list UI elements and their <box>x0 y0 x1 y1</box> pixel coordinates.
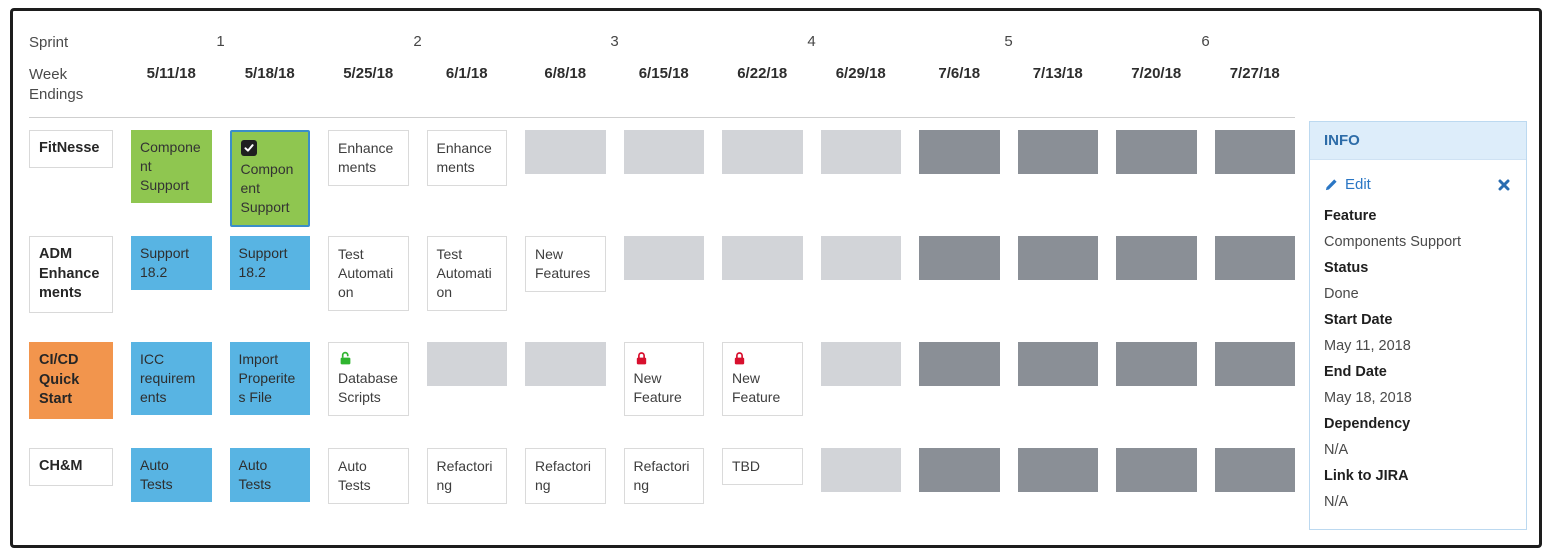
empty-cell-light <box>427 342 508 386</box>
feature-cell-label: Auto Tests <box>338 458 371 493</box>
week-ending-date: 7/6/18 <box>938 65 981 82</box>
feature-cell-label: Refactoring <box>535 458 592 493</box>
sprint-planner-window <box>10 8 1542 548</box>
info-field-value-start-date: May 11, 2018 <box>1324 338 1411 354</box>
info-field-label-end-date: End Date <box>1324 364 1387 380</box>
row-label-ci-cd-quick-start: CI/CD Quick Start <box>29 342 113 419</box>
sprint-number-4: 4 <box>807 33 816 50</box>
empty-cell-light <box>722 130 803 174</box>
week-ending-date: 5/18/18 <box>244 65 295 82</box>
feature-cell-label: Support 18.2 <box>140 245 190 280</box>
empty-cell-light <box>722 236 803 280</box>
feature-cell[interactable] <box>131 342 212 415</box>
info-field-label-status: Status <box>1324 260 1369 276</box>
feature-cell-label: New Feature <box>633 370 682 405</box>
info-panel-title: INFO <box>1310 122 1526 160</box>
feature-cell[interactable] <box>525 236 606 292</box>
info-field-value-dependency: N/A <box>1324 442 1349 458</box>
sprint-row-label: Sprint <box>29 34 69 51</box>
empty-cell-dark <box>919 130 1000 174</box>
feature-cell-label: Enhancements <box>338 140 394 175</box>
empty-cell-dark <box>1215 130 1296 174</box>
empty-cell-dark <box>1215 448 1296 492</box>
sprint-number-5: 5 <box>1004 33 1013 50</box>
feature-cell[interactable] <box>328 448 409 504</box>
empty-cell-dark <box>919 236 1000 280</box>
sprint-number-3: 3 <box>610 33 619 50</box>
empty-cell-dark <box>919 342 1000 386</box>
close-icon[interactable] <box>1496 177 1512 193</box>
info-field-label-feature: Feature <box>1324 208 1377 224</box>
empty-cell-dark <box>1116 448 1197 492</box>
empty-cell-dark <box>1018 448 1099 492</box>
row-label-adm-enhancements: ADM Enhancements <box>29 236 113 313</box>
info-panel <box>1309 121 1527 530</box>
header-separator <box>29 117 1295 118</box>
week-ending-date: 5/11/18 <box>146 65 196 82</box>
empty-cell-light <box>525 130 606 174</box>
feature-cell-label: Test Automation <box>436 246 492 300</box>
feature-cell[interactable] <box>131 130 212 203</box>
feature-cell[interactable] <box>328 236 409 311</box>
feature-cell[interactable] <box>624 448 705 504</box>
empty-cell-light <box>624 130 705 174</box>
feature-cell-label: Enhancements <box>436 140 492 175</box>
week-ending-date: 6/1/18 <box>445 65 488 82</box>
empty-cell-dark <box>1018 130 1099 174</box>
feature-cell[interactable] <box>328 130 409 186</box>
feature-cell[interactable] <box>624 342 705 416</box>
empty-cell-dark <box>1116 342 1197 386</box>
feature-cell-label: TBD <box>732 458 760 474</box>
feature-row-ci-cd-quick-start <box>29 342 1295 448</box>
feature-cell[interactable] <box>427 236 508 311</box>
week-ending-date: 6/22/18 <box>737 65 788 82</box>
feature-cell-label: New Feature <box>732 370 781 405</box>
empty-cell-light <box>821 236 902 280</box>
week-ending-date: 7/20/18 <box>1131 65 1182 82</box>
info-field-value-link-to-jira: N/A <box>1324 494 1349 510</box>
week-endings-label: Week Endings <box>29 66 84 104</box>
feature-cell-label: Component Support <box>240 161 294 215</box>
info-field-value-feature: Components Support <box>1324 234 1462 250</box>
empty-cell-light <box>821 342 902 386</box>
feature-cell[interactable] <box>230 342 311 415</box>
week-ending-date: 6/8/18 <box>544 65 587 82</box>
info-field-label-dependency: Dependency <box>1324 416 1411 432</box>
week-ending-date: 7/27/18 <box>1229 65 1280 82</box>
lock-closed-icon <box>634 351 695 367</box>
sprint-number-1: 1 <box>216 33 225 50</box>
feature-cell-label: Auto Tests <box>238 457 272 492</box>
feature-cell-label: Database Scripts <box>338 370 398 405</box>
feature-cell[interactable] <box>230 236 311 290</box>
empty-cell-dark <box>1116 130 1197 174</box>
empty-cell-light <box>624 236 705 280</box>
feature-cell[interactable] <box>131 448 212 502</box>
feature-row-adm-enhancements <box>29 236 1295 342</box>
empty-cell-light <box>525 342 606 386</box>
empty-cell-dark <box>1018 342 1099 386</box>
feature-cell[interactable] <box>427 448 508 504</box>
feature-cell[interactable] <box>722 448 803 485</box>
empty-cell-light <box>821 448 902 492</box>
info-field-label-link-to-jira: Link to JIRA <box>1324 468 1409 484</box>
feature-cell[interactable] <box>230 448 311 502</box>
empty-cell-dark <box>1116 236 1197 280</box>
lock-closed-icon <box>732 351 793 367</box>
info-field-label-start-date: Start Date <box>1324 312 1393 328</box>
edit-button-label: Edit <box>1345 176 1371 193</box>
info-field-value-end-date: May 18, 2018 <box>1324 390 1412 406</box>
feature-cell-label: Support 18.2 <box>238 245 288 280</box>
feature-cell-label: Import Properites File <box>238 351 296 405</box>
week-ending-date: 7/13/18 <box>1032 65 1083 82</box>
checkbox-checked-icon <box>241 140 257 156</box>
feature-cell-label: Refactoring <box>436 458 493 493</box>
feature-row-ch-m <box>29 448 1295 536</box>
empty-cell-dark <box>1018 236 1099 280</box>
empty-cell-dark <box>1215 342 1296 386</box>
feature-cell[interactable] <box>427 130 508 186</box>
feature-cell-label: Test Automation <box>338 246 394 300</box>
schedule-grid <box>29 25 1295 545</box>
grid-header <box>29 33 1295 130</box>
info-field-value-status: Done <box>1324 286 1359 302</box>
pencil-icon <box>1324 178 1338 192</box>
feature-cell-label: ICC requirements <box>140 351 196 405</box>
feature-cell-label: New Features <box>535 246 591 281</box>
row-label-fitnesse: FitNesse <box>29 130 113 168</box>
empty-cell-dark <box>1215 236 1296 280</box>
sprint-number-2: 2 <box>413 33 422 50</box>
feature-cell-label: Auto Tests <box>140 457 173 492</box>
lock-open-icon <box>338 351 399 367</box>
row-label-ch-m: CH&M <box>29 448 113 486</box>
week-ending-date: 5/25/18 <box>343 65 394 82</box>
sprint-number-6: 6 <box>1201 33 1210 50</box>
feature-cell[interactable] <box>131 236 212 290</box>
empty-cell-dark <box>919 448 1000 492</box>
feature-cell-selected[interactable] <box>230 130 311 227</box>
feature-cell[interactable] <box>525 448 606 504</box>
edit-button[interactable] <box>1324 176 1371 193</box>
feature-cell-label: Component Support <box>140 139 201 193</box>
feature-cell[interactable] <box>328 342 409 416</box>
feature-cell[interactable] <box>722 342 803 416</box>
week-ending-date: 6/29/18 <box>835 65 886 82</box>
empty-cell-light <box>821 130 902 174</box>
feature-cell-label: Refactoring <box>633 458 690 493</box>
week-ending-date: 6/15/18 <box>638 65 689 82</box>
feature-row-fitnesse <box>29 130 1295 236</box>
